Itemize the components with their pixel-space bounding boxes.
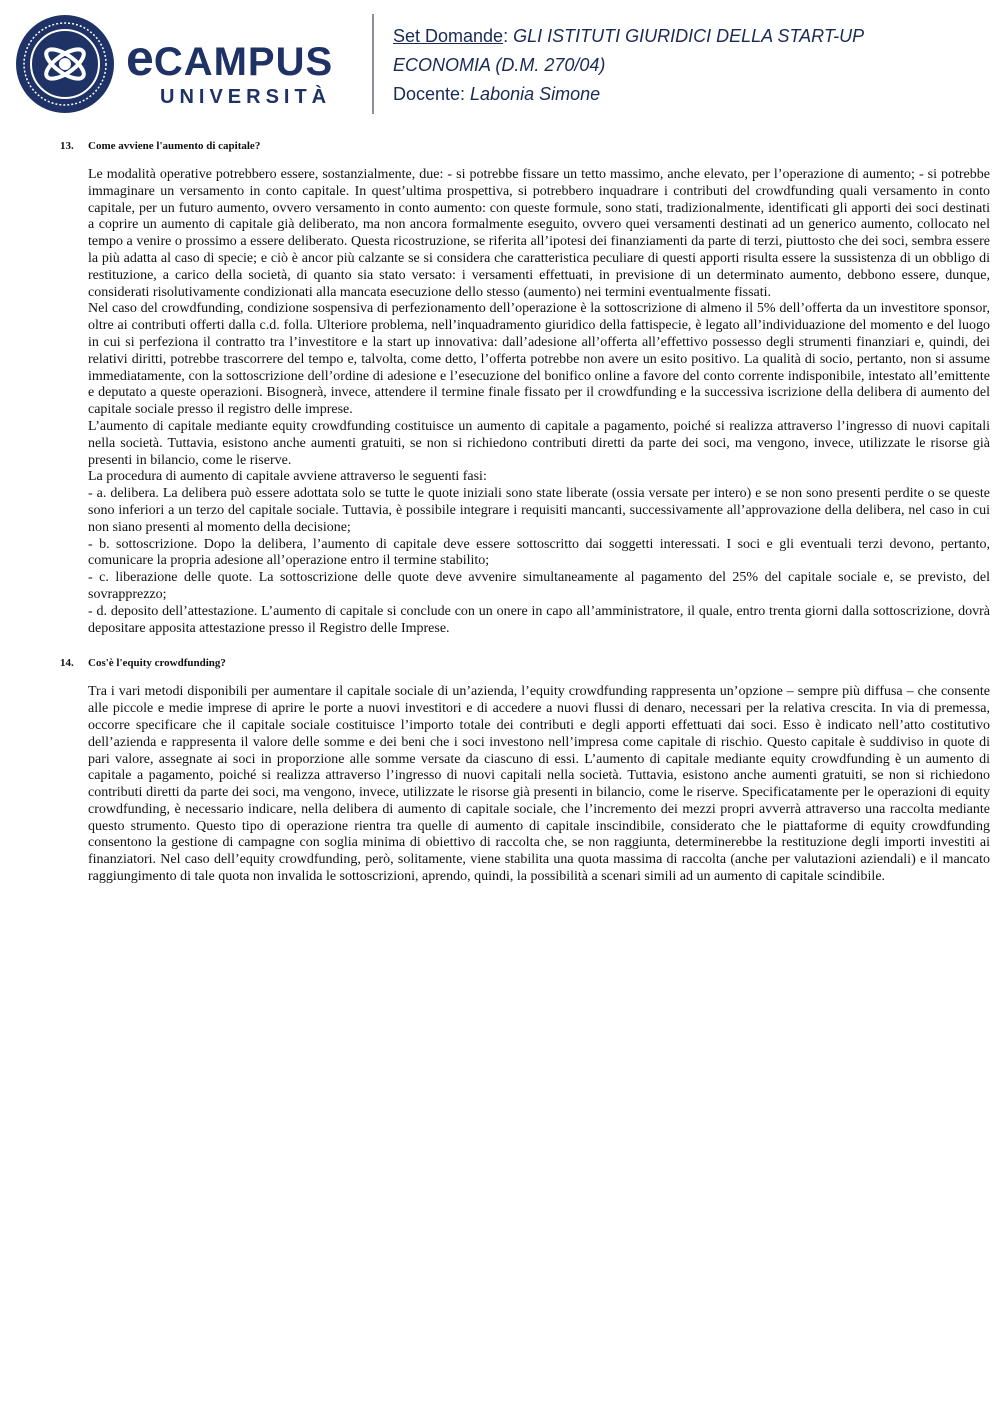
answer-paragraph: - c. liberazione delle quote. La sottoscrizione delle quote deve avvenire simultaneamente al pagamento del 25% del capitale sociale e, se previsto, del sovrapprezzo; [88, 570, 990, 602]
question-13 [60, 140, 990, 637]
course-line-2: ECONOMIA (D.M. 270/04) [393, 55, 606, 75]
answer-paragraph: - d. deposito dell’attestazione. L’aumento di capitale si conclude con un onere in capo all’amministratore, il quale, entro trenta giorni dalla sottoscrizione, dovrà depositare apposita attestazione presso il Registro delle Imprese. [88, 603, 990, 636]
page-header [0, 0, 1000, 125]
question-title: 13. Come avviene l'aumento di capitale? [60, 140, 261, 152]
header-info [393, 22, 864, 109]
answer-text [88, 167, 990, 637]
question-14 [60, 657, 990, 886]
answer-paragraph: Nel caso del crowdfunding, condizione sospensiva di perfezionamento dell’operazione è la sottoscrizione di almeno il 5% dell’offerta da un investitore sponsor, oltre ai contributi offerti dalla c.d. folla. Ulteriore problema, nell’inquadramento giuridico della fattispecie, è legato all’individuazione del momento e del luogo in cui si perfeziona il contratto tra l’investitore e la start up innovativa: dall’adesione all’offerta all’effettivo possesso degli strumenti finanziari e, quindi, dei relativi diritti, potrebbe trascorrere del tempo e, talvolta, come detto, l’offerta potrebbe non avere un esito positivo. La qualità di socio, pertanto, non si assume immediatamente, con la sottoscrizione dell’ordine di adesione e l’esecuzione del bonifico online a favore del conto corrente indisponibile, intestato all’emittente e deputato a queste operazioni. Bisognerà, invece, attendere il termine finale fissato per il crowdfunding e la successiva iscrizione della delibera di aumento del capitale sociale presso il registro delle imprese. [88, 301, 990, 418]
header-divider [372, 14, 374, 114]
document-body [60, 140, 990, 886]
answer-paragraph: - a. delibera. La delibera può essere adottata solo se tutte le quote iniziali sono state liberate (ossia versate per intero) e se non sono presenti perdite o se queste sono inferiori a un terzo del capitale sociale. Tuttavia, è possibile integrare i requisiti mancanti, successivamente all’approvazione della delibera, nel caso in cui non siano presenti al momento della decisione; [88, 486, 990, 535]
teacher-line: Docente: Labonia Simone [393, 84, 601, 104]
university-seal-icon [15, 14, 115, 114]
answer-text [88, 684, 990, 886]
answer-paragraph: La procedura di aumento di capitale avviene attraverso le seguenti fasi: [88, 469, 487, 485]
answer-paragraph: Tra i vari metodi disponibili per aumentare il capitale sociale di un’azienda, l’equity crowdfunding rappresenta un’opzione – sempre più diffusa – che consente alle piccole e medie imprese di aprire le porte a nuovi investitori e di accedere a nuovi flussi di denaro, necessari per la relativa crescita. In via di premessa, occorre specificare che il capitale sociale costituisce l’importo totale dei contributi e degli apporti effettuati dai soci. Esso è indicato nell’atto costitutivo dell’azienda e rappresenta il valore delle somme e dei beni che i soci investono nell’impresa come capitale di rischio. Questo capitale è suddiviso in quote di pari valore, assegnate ai soci in proporzione alle somme versate da ciascuno di essi. L’aumento di capitale mediante equity crowdfunding è un aumento di capitale a pagamento, poiché si realizza attraverso l’ingresso di nuovi capitali nella società. Tuttavia, esistono anche aumenti gratuiti, se non si richiedono contributi diretti da parte dei soci, ma vengono, invece, utilizzate le risorse già presenti in bilancio, come le riserve. Specificatamente per le operazioni di equity crowdfunding, è necessario indicare, nella delibera di aumento di capitale sociale, che l’incremento dei mezzi propri avverrà attraverso una raccolta mediante questo strumento. Questo tipo di operazione rientra tra quelle di aumento di capitale inscindibile, considerato che le piattaforme di equity crowdfunding consentono la gestione di campagne con soglia minima di obiettivo di raccolta che, se non raggiunta, determinerebbe la restituzione degli importi investiti ai finanziatori. Nel caso dell’equity crowdfunding, però, solitamente, viene stabilita una quota massima di raccolta (anche per valutazioni aziendali) e il mancato raggiungimento di tale quota non invalida le sottoscrizioni, aprendo, quindi, la possibilità a scenari simili ad un aumento di capitale scindibile. [88, 684, 990, 885]
logo-subtitle: UNIVERSITÀ [160, 86, 332, 108]
set-label: Set Domande [393, 26, 504, 46]
course-line-1: GLI ISTITUTI GIURIDICI DELLA START-UP [513, 26, 865, 46]
question-title: 14. Cos'è l'equity crowdfunding? [60, 657, 226, 670]
course-title: Set Domande: GLI ISTITUTI GIURIDICI DELLA START-UP [393, 26, 865, 46]
section-gap [60, 637, 990, 657]
answer-paragraph: Le modalità operative potrebbero essere, sostanzialmente, due: - si potrebbe fissare un tetto massimo, anche elevato, per l’operazione di aumento; - si potrebbe immaginare un versamento in conto capitale. In quest’ultima prospettiva, si potrebbero inquadrare i contributi del crowdfunding quali versamento in conto capitale, per un futuro aumento, ovvero versamento in conto aumento: con queste formule, sono stati, tradizionalmente, identificati gli apporti dei soci destinati a coprire un aumento di capitale già deliberato, ma non ancora formalmente eseguito, ovvero quei versamenti destinati ad un generico aumento, collocato nel tempo a venire o prossimo a essere deliberato. Questa ricostruzione, se riferita all’ipotesi dei finanziamenti da parte di terzi, piuttosto che dei soci, sembra essere la più adatta al caso di specie; e ciò è ancor più calzante se si considera che caratteristica peculiare di questi apporti risulta essere la sussistenza di un obbligo di restituzione, a carico della società, di quanto sia stato versato: i versamenti effettuati, in previsione di un determinato aumento, debbono essere, dunque, considerati risolutivamente condizionati alla mancata esecuzione dello stesso (aumento) nei termini eventualmente fissati. [88, 167, 990, 300]
teacher-name: Labonia Simone [470, 84, 601, 104]
answer-paragraph: L’aumento di capitale mediante equity crowdfunding costituisce un aumento di capitale a pagamento, poiché si realizza attraverso l’ingresso di nuovi capitali nella società. Tuttavia, esistono anche aumenti gratuiti, se non si richiedono contributi diretti da parte dei soci, ma vengono, invece, utilizzate le risorse già presenti in bilancio, come le riserve. [88, 418, 990, 468]
logo-wordmark: eCAMPUS [126, 30, 334, 86]
answer-paragraph: - b. sottoscrizione. Dopo la delibera, l’aumento di capitale deve essere sottoscritto dai soggetti interessati. I soci e gli eventuali terzi devono, pertanto, comunicare la propria adesione all’operazione entro il termine stabilito; [88, 536, 990, 569]
